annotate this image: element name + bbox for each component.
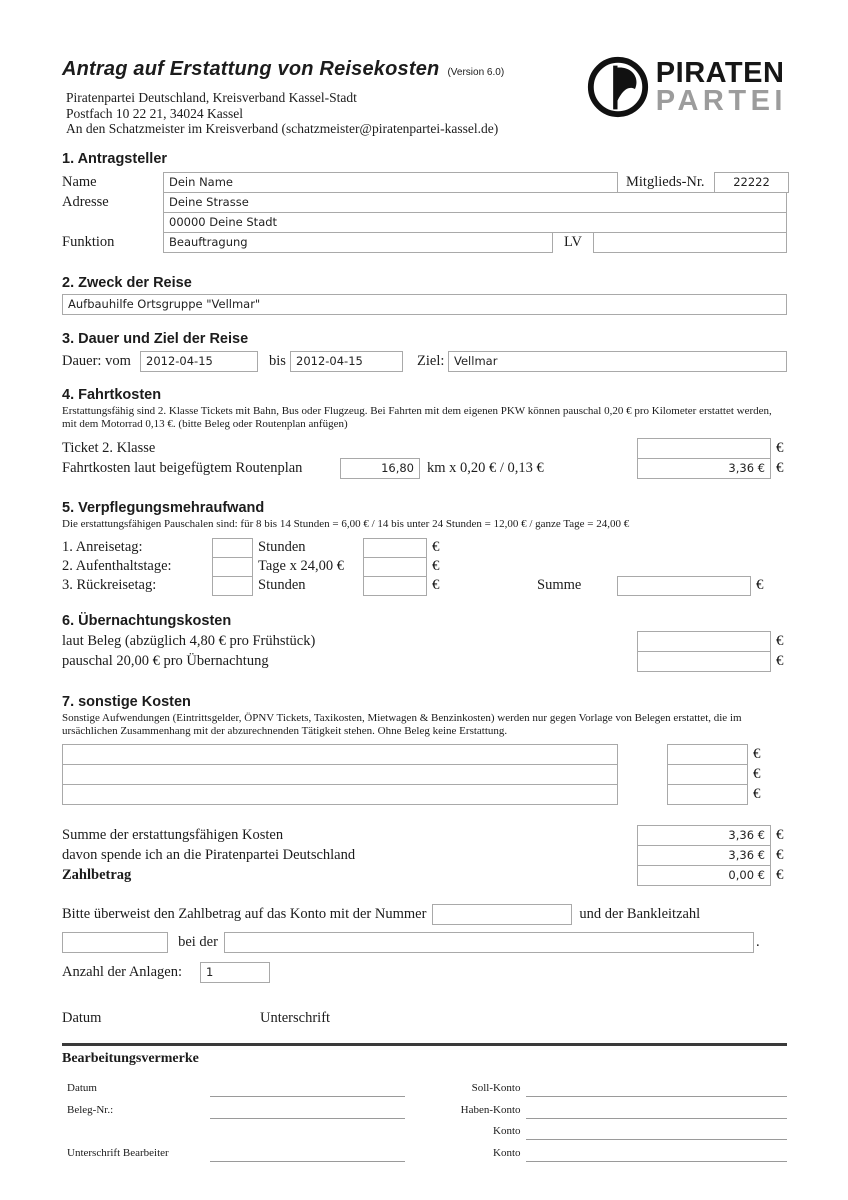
street-input[interactable]: [163, 192, 787, 213]
bei-der-label: bei der: [178, 933, 218, 950]
processing-row: [425, 1119, 788, 1141]
bank-name-input[interactable]: [224, 932, 754, 953]
org-address-block: [62, 90, 504, 137]
euro-sign: €: [753, 745, 761, 762]
piratenpartei-logo: [585, 54, 787, 120]
processing-row: [425, 1140, 788, 1162]
return-hours-input[interactable]: [212, 576, 253, 596]
arrival-hours-input[interactable]: [212, 538, 253, 558]
payment-amount-input[interactable]: [637, 865, 771, 886]
member-number-input[interactable]: [714, 172, 789, 193]
name-label: Name: [62, 173, 97, 190]
function-label: Funktion: [62, 233, 115, 250]
lv-input[interactable]: [593, 232, 787, 253]
proc-soll-konto-line: [526, 1078, 788, 1097]
lodging-flat-label: pauschal 20,00 € pro Übernachtung: [62, 652, 269, 669]
proc-datum-line: [210, 1078, 405, 1097]
date-from-input[interactable]: [140, 351, 258, 372]
processing-section: [62, 1043, 787, 1162]
date-to-input[interactable]: [290, 351, 403, 372]
euro-sign: €: [753, 765, 761, 782]
other-cost-desc-input[interactable]: [62, 784, 618, 805]
proc-konto-label: Konto: [493, 1125, 521, 1137]
euro-sign: €: [432, 558, 440, 574]
attachments-count-input[interactable]: [200, 962, 270, 983]
section-fahrtkosten: [62, 387, 787, 479]
km-unit-label: km x 0,20 € / 0,13 €: [427, 459, 544, 476]
section-antragsteller: [62, 151, 787, 253]
org-line-3: An den Schatzmeister im Kreisverband (schatzmeister@piratenpartei-kassel.de): [66, 121, 499, 136]
sentence-period: .: [756, 933, 760, 950]
proc-konto-line: [526, 1143, 788, 1162]
proc-empty-label: [62, 1137, 210, 1140]
other-cost-row: [62, 764, 787, 785]
section-heading-4: 4. Fahrtkosten: [62, 386, 162, 403]
processing-right-column: [425, 1076, 788, 1162]
section-uebernachtung: [62, 613, 787, 672]
lodging-receipt-label: laut Beleg (abzüglich 4,80 € pro Frühstück): [62, 632, 316, 649]
bankleitzahl-label: und der Bankleitzahl: [579, 905, 701, 922]
euro-sign: €: [776, 652, 784, 669]
lodging-receipt-input[interactable]: [637, 631, 771, 652]
stay-days-input[interactable]: [212, 557, 253, 577]
fahrtkosten-description: Erstattungsfähig sind 2. Klasse Tickets mit Bahn, Bus oder Flugzeug. Bei Fahrten mit dem eigenen PKW können pauschal 0,20 € pro Kilometer erstattet werden, mit dem Motorrad 0,13 €. (bitte Beleg oder Routenplan anfügen): [62, 404, 772, 430]
other-cost-desc-input[interactable]: [62, 744, 618, 765]
org-line-2: Postfach 10 22 21, 34024 Kassel: [66, 105, 243, 121]
summe-label: Summe: [537, 577, 582, 593]
proc-konto-label: Konto: [493, 1146, 521, 1159]
meals-row: [62, 538, 787, 558]
return-unit-label: Stunden: [258, 577, 306, 593]
pirate-sail-icon: [585, 54, 651, 120]
euro-sign: €: [753, 785, 761, 802]
sonstige-description: Sonstige Aufwendungen (Eintrittsgelder, ÖPNV Tickets, Taxikosten, Mietwagen & Benzinkosten) werden nur gegen Vorlage von Belegen erstattet, die im ursächlichen Zusammenhang mit der abzurechnenden Tätigkeit stehen. Ohne Beleg keine Erstattung.: [62, 711, 742, 737]
meals-row: [62, 576, 787, 596]
arrival-day-label: 1. Anreisetag:: [62, 539, 143, 555]
proc-soll-konto-label: Soll-Konto: [471, 1082, 521, 1094]
bis-label: bis: [269, 352, 286, 369]
name-input[interactable]: [163, 172, 618, 193]
destination-input[interactable]: [448, 351, 787, 372]
section-heading-7: 7. sonstige Kosten: [62, 693, 191, 710]
bank-code-input[interactable]: [62, 932, 168, 953]
proc-beleg-nr-label: Beleg-Nr.:: [67, 1103, 114, 1116]
proc-haben-konto-line: [526, 1100, 788, 1119]
section-heading-6: 6. Übernachtungskosten: [62, 612, 232, 629]
total-costs-input[interactable]: [637, 825, 771, 846]
bank-line-2: [62, 932, 787, 953]
section-sonstige-kosten: [62, 694, 787, 805]
attachments-label: Anzahl der Anlagen:: [62, 963, 182, 980]
km-input[interactable]: [340, 458, 420, 479]
attachments-row: [62, 962, 787, 983]
lodging-row: [62, 631, 787, 652]
section-verpflegung: [62, 500, 787, 596]
form-version: (Version 6.0): [447, 67, 505, 78]
ziel-label: Ziel:: [417, 352, 445, 369]
member-number-label: Mitglieds-Nr.: [626, 173, 705, 190]
logo-word-partei: PARTEI: [655, 85, 787, 117]
route-cost-label: Fahrtkosten laut beigefügtem Routenplan: [62, 459, 303, 476]
stay-amount-input[interactable]: [363, 557, 427, 577]
org-line-1: Piratenpartei Deutschland, Kreisverband Kassel-Stadt: [66, 90, 357, 105]
bank-line-1: [62, 904, 787, 925]
total-costs-label: Summe der erstattungsfähigen Kosten: [62, 826, 284, 843]
arrival-unit-label: Stunden: [258, 539, 306, 555]
other-cost-amount-input[interactable]: [667, 744, 748, 765]
address-label: Adresse: [62, 193, 109, 210]
route-cost-input[interactable]: [637, 458, 771, 479]
stay-days-label: 2. Aufenthaltstage:: [62, 558, 172, 574]
processing-row: [62, 1140, 425, 1162]
total-row: [62, 825, 787, 846]
other-cost-desc-input[interactable]: [62, 764, 618, 785]
euro-sign: €: [776, 846, 784, 863]
section-heading-5: 5. Verpflegungsmehraufwand: [62, 499, 265, 516]
logo-wordmark: [655, 56, 787, 117]
lodging-flat-input[interactable]: [637, 651, 771, 672]
logo-word-piraten: PIRATEN: [655, 56, 785, 89]
arrival-amount-input[interactable]: [363, 538, 427, 558]
processing-row: [62, 1097, 425, 1119]
unterschrift-label: Unterschrift: [260, 1009, 331, 1026]
euro-sign: €: [776, 632, 784, 649]
function-input[interactable]: [163, 232, 553, 253]
euro-sign: €: [432, 539, 440, 555]
proc-datum-label: Datum: [67, 1082, 97, 1094]
processing-heading: Bearbeitungsvermerke: [62, 1050, 199, 1066]
totals-block: [62, 825, 787, 886]
datum-label: Datum: [62, 1009, 102, 1026]
donation-label: davon spende ich an die Piratenpartei Deutschland: [62, 846, 356, 863]
euro-sign: €: [776, 866, 784, 883]
section-heading-2: 2. Zweck der Reise: [62, 274, 192, 291]
euro-sign: €: [776, 439, 784, 456]
lodging-row: [62, 651, 787, 672]
header-text-block: [62, 58, 504, 137]
donation-input[interactable]: [637, 845, 771, 866]
processing-left-column: [62, 1076, 425, 1162]
proc-unterschrift-bearbeiter-label: Unterschrift Bearbeiter: [67, 1146, 169, 1159]
ticket-label: Ticket 2. Klasse: [62, 439, 156, 456]
account-number-input[interactable]: [432, 904, 572, 925]
meals-sum-input[interactable]: [617, 576, 751, 596]
other-cost-amount-input[interactable]: [667, 784, 748, 805]
proc-haben-konto-label: Haben-Konto: [460, 1103, 521, 1116]
proc-konto-line: [526, 1121, 788, 1140]
euro-sign: €: [776, 459, 784, 476]
ticket-cost-input[interactable]: [637, 438, 771, 459]
other-cost-row: [62, 744, 787, 765]
lv-label: LV: [564, 233, 582, 250]
processing-row: [62, 1119, 425, 1141]
return-day-label: 3. Rückreisetag:: [62, 577, 157, 593]
verpflegung-description: Die erstattungsfähigen Pauschalen sind: für 8 bis 14 Stunden = 6,00 € / 14 bis unter 24 Stunden = 12,00 € / ganze Tage = 24,00 €: [62, 517, 630, 530]
bank-instruction-label: Bitte überweist den Zahlbetrag auf das Konto mit der Nummer: [62, 905, 427, 922]
payment-amount-label: Zahlbetrag: [62, 866, 132, 883]
other-cost-row: [62, 784, 787, 805]
city-input[interactable]: [163, 212, 787, 233]
processing-row: [62, 1076, 425, 1098]
form-title: Antrag auf Erstattung von Reisekosten: [62, 58, 440, 80]
section-zweck: [62, 275, 787, 315]
other-cost-amount-input[interactable]: [667, 764, 748, 785]
proc-beleg-nr-line: [210, 1100, 405, 1119]
euro-sign: €: [432, 577, 440, 593]
dauer-vom-label: Dauer: vom: [62, 352, 131, 369]
processing-row: [425, 1076, 788, 1098]
section-heading-3: 3. Dauer und Ziel der Reise: [62, 330, 249, 347]
euro-sign: €: [776, 826, 784, 843]
euro-sign: €: [756, 577, 764, 593]
total-row: [62, 865, 787, 886]
total-row: [62, 845, 787, 866]
processing-row: [425, 1097, 788, 1119]
return-amount-input[interactable]: [363, 576, 427, 596]
stay-unit-label: Tage x 24,00 €: [258, 558, 344, 574]
meals-row: [62, 557, 787, 577]
purpose-input[interactable]: [62, 294, 787, 315]
section-heading-1: 1. Antragsteller: [62, 150, 168, 167]
section-dauer-ziel: [62, 331, 787, 372]
proc-unterschrift-line: [210, 1143, 405, 1162]
signature-row: [62, 1010, 787, 1027]
form-header: [62, 0, 787, 137]
